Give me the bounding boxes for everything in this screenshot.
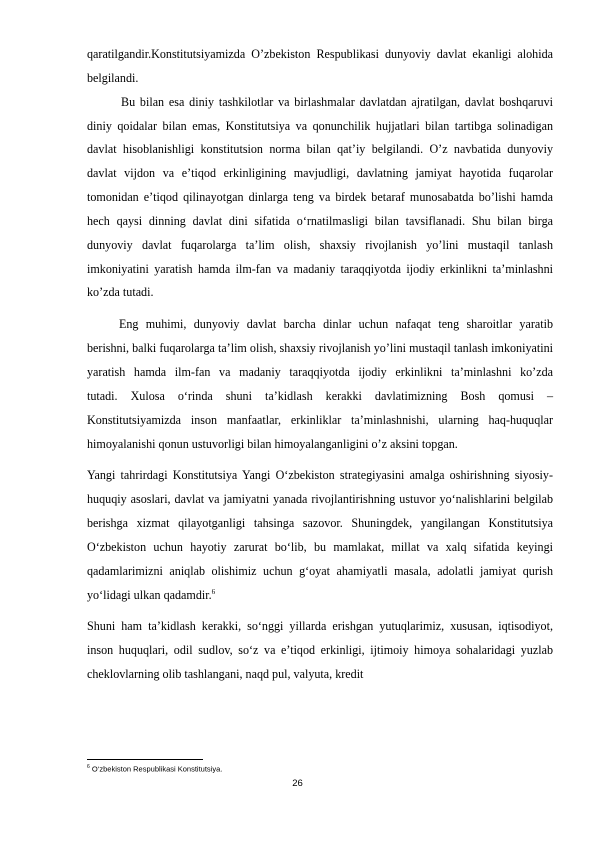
footnote-marker: 6	[87, 764, 90, 770]
footnote	[87, 762, 222, 775]
paragraph-2: Bu bilan esa diniy tashkilotlar va birlashmalar davlatdan ajratilgan, davlat boshqaruvi diniy qoidalar bilan emas, Konstitutsiya va qonunchilik hujjatlari bilan tartibga solinadigan davlat hisoblanishligi konstitutsion norma bilan qatʼiy belgilandi. Oʼz navbatida dunyoviy davlat vijdon va eʼtiqod erkinligining mavjudligi, davlatning jamiyat hayotida fuqarolar tomonidan eʼtiqod qilinayotgan dinlarga teng va birdek betaraf munosabatda boʼlishi hamda hech qaysi dinning davlat dini sifatida oʻrnatilmasligi bilan tavsiflanadi. Shu bilan birga dunyoviy davlat fuqarolarga taʼlim olish, shaxsiy rivojlanish yoʼlini mustaqil tanlash imkoniyatini yaratish hamda ilm-fan va madaniy taraqqiyotda ijodiy erkinlikni taʼminlashni koʼzda tutadi.	[87, 94, 553, 300]
paragraph-4	[87, 464, 553, 607]
footnote-reference[interactable]: 6	[211, 587, 216, 596]
footnote-separator	[87, 759, 203, 760]
page-number: 26	[292, 778, 303, 789]
body-text	[87, 43, 553, 687]
paragraph-1: qaratilgandir.Konstitutsiyamizda Oʼzbekiston Respublikasi dunyoviy davlat ekanligi alohida belgilandi.	[87, 47, 553, 85]
paragraph-3: Eng muhimi, dunyoviy davlat barcha dinlar uchun nafaqat teng sharoitlar yaratib berishni, balki fuqarolarga taʼlim olish, shaxsiy rivojlanish yoʼlini mustaqil tanlash imkoniyatini yaratish hamda ilm-fan va madaniy taraqqiyotda ijodiy erkinlikni taʼminlashni koʼzda tutadi. Xulosa oʻrinda shuni taʼkidlash kerakki davlatimizning Bosh qomusi – Konstitutsiyamizda inson manfaatlar, erkinliklar taʼminlashnishi, ularning haq-huquqlar himoyalanishi qonun ustuvorligi bilan himoyalanganligini oʼz aksini topgan.	[87, 317, 553, 451]
paragraph-4-text: Yangi tahrirdagi Konstitutsiya Yangi O‘zbekiston strategiyasini amalga oshirishning siyosiy-huquqiy asoslari, davlat va jamiyatni yanada rivojlantirishning ustuvor yo‘nalishlarini belgilab berishga xizmat qilayotganligi tahsinga sazovor. Shuningdek, yangilangan Konstitutsiya O‘zbekiston uchun hayotiy zarurat bo‘lib, bu mamlakat, millat va xalq sifatida keyingi qadamlarimizni aniqlab olishimiz uchun g‘oyat ahamiyatli masala, adolatli jamiyat qurish yo‘lidagi ulkan qadamdir.	[87, 468, 553, 602]
paragraph-5: Shuni ham ta’kidlash kerakki, so‘nggi yillarda erishgan yutuqlarimiz, xususan, iqtisodiyot, inson huquqlari, odil sudlov, so‘z va e’tiqod erkinligi, ijtimoiy himoya sohalaridagi yuzlab cheklovlarning olib tashlangani, naqd pul, valyuta, kredit	[87, 619, 553, 682]
footnote-text: O‘zbekiston Respublikasi Konstitutsiya.	[91, 764, 223, 774]
